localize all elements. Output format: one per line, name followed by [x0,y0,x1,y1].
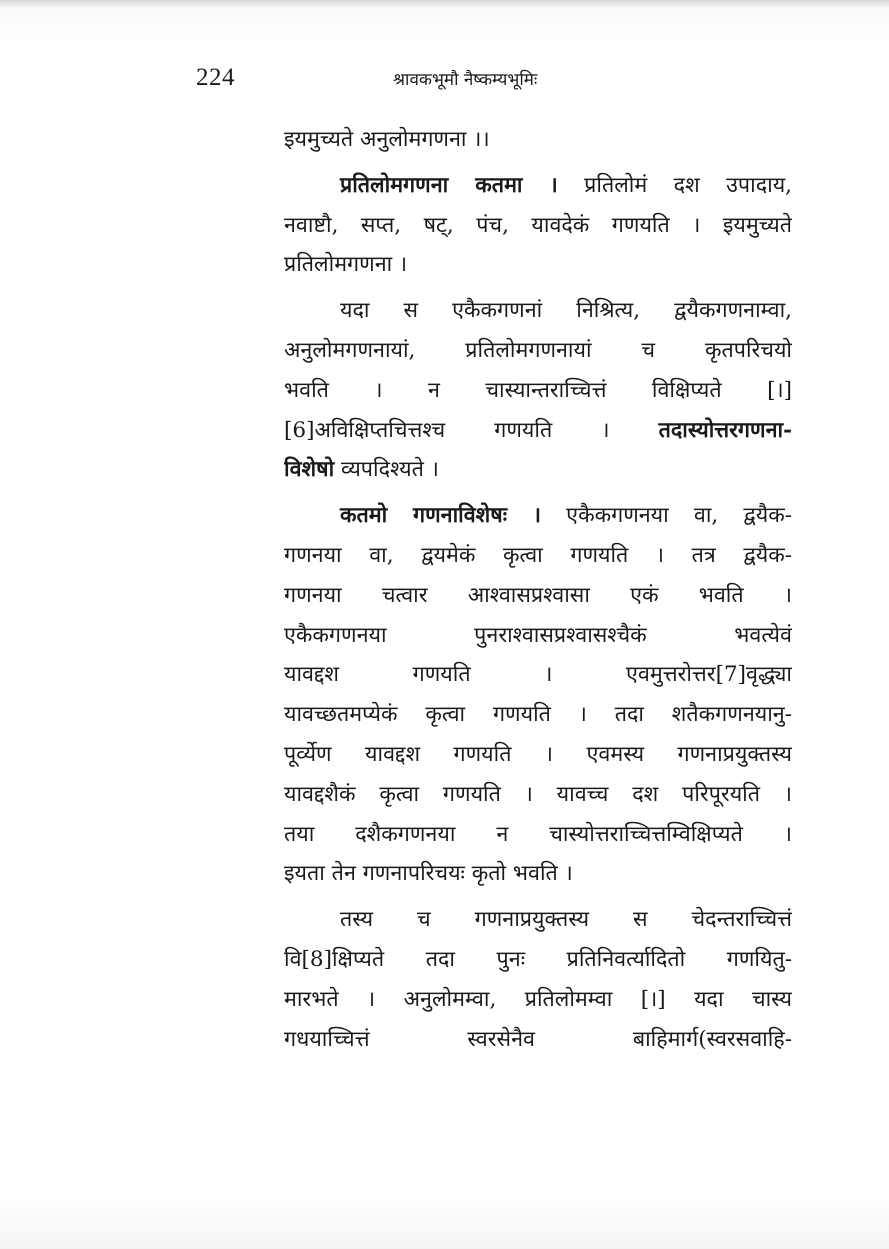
text-line: एकैकगणनया पुनराश्वासप्रश्वासश्चैकं भवत्येवं [284,622,792,648]
bold-heading: कतमो गणनाविशेषः । [340,503,542,529]
paragraph-2 [284,291,792,490]
text-line: तया दशैकगणनया न चास्योत्तराच्चित्तम्विक्षिप्यते । [284,821,792,847]
page-number: 224 [196,64,235,91]
text-line: पूर्व्येण यावद्दश गणयति । एवमस्य गणनाप्रयुक्तस्य [284,741,792,767]
text-line: मारभते । अनुलोमम्वा, प्रतिलोमम्वा [।] यदा चास्य [284,986,792,1012]
text-line: प्रतिलोमगणना । [284,252,408,278]
bold-heading: प्रतिलोमगणना कतमा । [340,172,558,198]
text-line: यावच्छतमप्येकं कृत्वा गणयति । तदा शतैकगणनयानु- [284,702,792,728]
bold-heading: तदास्योत्तरगणना- [658,417,792,443]
running-title: श्रावकभूमौ नैष्कम्यभूमिः [393,70,538,90]
text-line: नवाष्टौ, सप्त, षट्, पंच, यावदेकं गणयति । इयमुच्यते [284,212,792,238]
text-line: गणनया चत्वार आश्वासप्रश्वासा एकं भवति । [284,582,792,608]
text-line: यदा स एकैकगणनां निश्रित्य, द्वयैकगणनाम्वा, [340,298,792,324]
paragraph-4 [284,900,792,1059]
text-line: भवति । न चास्यान्तराच्चित्तं विक्षिप्यते [।] [284,377,792,403]
scan-top-edge [0,0,889,8]
body-text [284,120,792,1059]
text-run: व्यपदिश्यते । [334,457,439,483]
paragraph-0 [284,120,792,160]
text-line: यावद्दशैकं कृत्वा गणयति । यावच्च दश परिपूरयति । [284,781,792,807]
text-line: इयमुच्यते अनुलोमगणना ।। [284,127,490,152]
text-line: इयता तेन गणनापरिचयः कृतो भवति । [284,861,573,887]
bold-heading: विशेषो [284,457,335,483]
paragraph-1 [284,166,792,285]
text-line [284,166,792,206]
text-line [284,450,792,490]
text-line: वि[8]क्षिप्यते तदा पुनः प्रतिनिवर्त्यादितो गणयितु- [284,946,792,972]
text-line: तस्य च गणनाप्रयुक्तस्य स चेदन्तराच्चित्तं [340,907,792,933]
text-line [284,411,792,451]
text-line: गणनया वा, द्वयमेकं कृत्वा गणयति । तत्र द्वयैक- [284,542,792,568]
text-line [284,496,792,536]
text-run: प्रतिलोमं दश उपादाय, [557,172,792,198]
text-run: [6]अविक्षिप्तचित्तश्च गणयति । [284,417,659,443]
text-run: एकैकगणनया वा, द्वयैक- [541,503,792,529]
text-line: अनुलोमगणनायां, प्रतिलोमगणनायां च कृतपरिचयो [284,337,792,363]
text-line: यावद्दश गणयति । एवमुत्तरोत्तर[7]वृद्ध्या [284,662,792,688]
paragraph-3 [284,496,792,894]
text-line: गधयाच्चित्तं स्वरसेनैव बाहिमार्ग(स्वरसवाहि- [284,1026,792,1052]
